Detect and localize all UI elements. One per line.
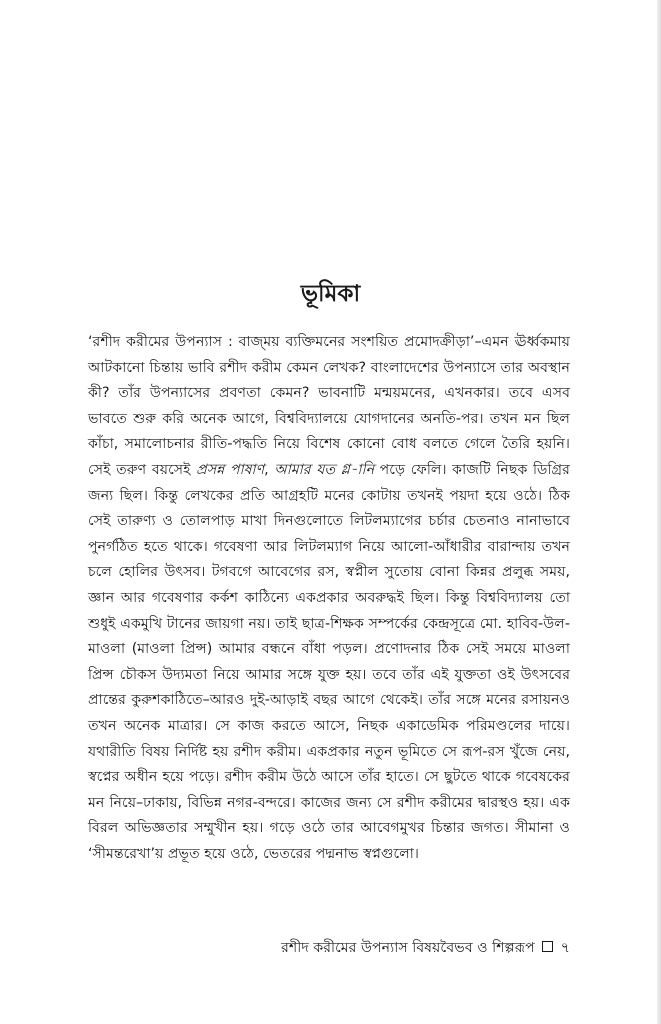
page-footer [250, 935, 570, 961]
running-title: রশীদ করীমের উপন্যাস বিষয়বৈভব ও শিল্পরূপ [281, 940, 535, 956]
page-number: ৭ [560, 940, 570, 956]
square-separator-icon [542, 941, 553, 952]
chapter-title: ভূমিকা [300, 281, 361, 307]
paragraph-text-2: , [264, 461, 275, 478]
book-title-1: প্রসন্ন পাষাণ [196, 461, 265, 478]
paragraph-text-1: ‘রশীদ করীমের উপন্যাস : বাজ্ময় ব্যক্তিমনের সংশয়িত প্রমোদক্রীড়া’–এমন ঊর্ধ্বকমায় আটকানো চিন্তায় ভাবি রশীদ করীম কেমন লেখক? বাংলাদেশের উপন্যাসে তার অবস্থান কী? তাঁর উপন্যাসের প্রবণতা কেমন? ভাবনাটি মন্ময়মনের, এখনকার। তবে এসব ভাবতে শুরু করি অনেক আগে, বিশ্ববিদ্যালয়ে যোগদানের অনতি-পর। তখন মন ছিল কাঁচা, সমালোচনার রীতি-পদ্ধতি নিয়ে বিশেষ কোনো বোধ বলতে গেলে তৈরি হয়নি। সেই তরুণ বয়সেই [88, 334, 570, 478]
body-paragraph [88, 330, 570, 867]
page-edge [657, 0, 661, 1024]
paragraph-text-3: পড়ে ফেলি। কাজটি নিছক ডিগ্রির জন্য ছিল। কিন্তু লেখকের প্রতি আগ্রহটি মনের কোটায় তখনই পয়দা হয়ে ওঠে। ঠিক সেই তারুণ্য ও তোলপাড় মাখা দিনগুলোতে লিটলম্যাগের চর্চার চেতনাও নানাভাবে পুনর্গঠিত হতে থাকে। গবেষণা আর লিটলম্যাগ নিয়ে আলো-আঁধারীর বারান্দায় তখন চলে হোলির উৎসব। টগবগে আবেগের রস, স্বপ্নীল সুতোয় বোনা কিন্নর প্রলুব্ধ সময়, জ্ঞান আর গবেষণার কর্কশ কাঠিন্যে একপ্রকার অবরুদ্ধই ছিল। কিন্তু বিশ্ববিদ্যালয় তো শুধুই একমুখি টানের জায়গা নয়। তাই ছাত্র-শিক্ষক সম্পর্কের কেন্দ্রসূত্রে মো. হাবিব-উল-মাওলা (মাওলা প্রিন্স) আমার বন্ধনে বাঁধা পড়ল। প্রণোদনার ঠিক সেই সময়ে মাওলা প্রিন্স চৌকস উদ্যমতা নিয়ে আমার সঙ্গে যুক্ত হয়। তবে তাঁর এই যুক্ততা ওই উৎসবের প্রান্তের কুরুশকাঠিতে–আরও দুই-আড়াই বছর আগে থেকেই। তাঁর সঙ্গে মনের রসায়নও তখন অনেক মাত্রার। সে কাজ করতে আসে, নিছক একাডেমিক পরিমণ্ডলের দায়ে। যথারীতি বিষয় নির্দিষ্ট হয় রশীদ করীম। একপ্রকার নতুন ভূমিতে সে রূপ-রস খুঁজে নেয়, স্বপ্নের অধীন হয়ে পড়ে। রশীদ করীম উঠে আসে তাঁর হাতে। সে ছুটতে থাকে গবেষকের মন নিয়ে–ঢাকায়, বিভিন্ন নগর-বন্দরে। কাজের জন্য সে রশীদ করীমের দ্বারস্থও হয়। এক বিরল অভিজ্ঞতার সম্মুখীন হয়। গড়ে ওঠে তার আবেগমুখর চিন্তার জগত। সীমানা ও ‘সীমন্তরেখা’য় প্রভূত হয়ে ওঠে, ভেতরের পদ্মনাভ স্বপ্নগুলো। [88, 461, 570, 862]
book-title-2: আমার যত গ্ল-ানি [274, 461, 375, 478]
